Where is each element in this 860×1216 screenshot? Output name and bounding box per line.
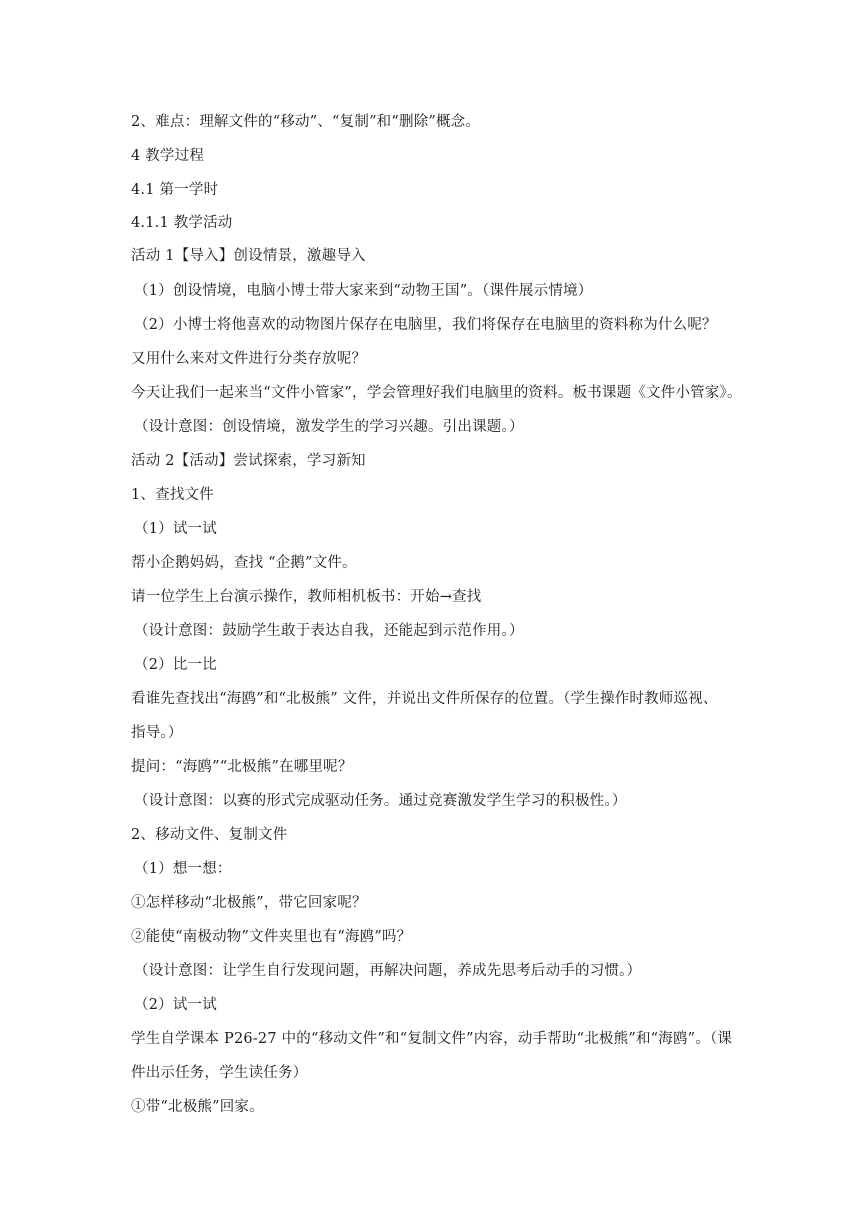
paragraph-line: 又用什么来对文件进行分类存放呢？ — [131, 351, 367, 367]
substep-heading: （2）试一试 — [134, 997, 217, 1013]
design-intent-note: （设计意图：以赛的形式完成驱动任务。通过竞赛激发学生学习的积极性。） — [134, 793, 627, 809]
subsection-heading-teaching-activities: 4.1.1 教学活动 — [131, 215, 233, 231]
paragraph-line: 今天让我们一起来当“文件小管家”，学会管理好我们电脑里的资料。板书课题《文件小管家》。 — [131, 385, 742, 401]
activity-2-heading: 活动 2【活动】尝试探索，学习新知 — [131, 453, 366, 469]
paragraph-line: 件出示任务，学生读任务） — [131, 1065, 308, 1081]
subsection-heading-first-lesson: 4.1 第一学时 — [131, 182, 219, 198]
paragraph-line: 请一位学生上台演示操作，教师相机板书：开始→查找 — [131, 589, 482, 605]
step-heading-find-file: 1、查找文件 — [131, 487, 214, 503]
paragraph-line: 学生自学课本 P26-27 中的“移动文件”和“复制文件”内容，动手帮助“北极熊”和“海鸥”。（课 — [131, 1031, 733, 1047]
paragraph-line: （1）创设情境，电脑小博士带大家来到“动物王国”。（课件展示情境） — [134, 283, 593, 299]
list-item: ①怎样移动“北极熊”，带它回家呢？ — [131, 895, 367, 911]
substep-heading: （2）比一比 — [134, 657, 217, 673]
paragraph-line: 帮小企鹅妈妈，查找 “企鹅”文件。 — [131, 555, 357, 571]
list-item: ②能使“南极动物”文件夹里也有“海鸥”吗？ — [131, 929, 412, 945]
activity-1-heading: 活动 1【导入】创设情景，激趣导入 — [131, 248, 366, 264]
list-item: ①带“北极熊”回家。 — [131, 1099, 264, 1115]
step-heading-move-copy: 2、移动文件、复制文件 — [131, 827, 288, 843]
paragraph-line: 提问：“海鸥”“北极熊”在哪里呢？ — [131, 759, 353, 775]
paragraph-line: 指导。） — [131, 725, 183, 741]
substep-heading: （1）想一想： — [134, 861, 232, 877]
section-heading-teaching-process: 4 教学过程 — [131, 148, 205, 164]
design-intent-note: （设计意图：让学生自行发现问题，再解决问题，养成先思考后动手的习惯。） — [134, 963, 642, 979]
paragraph-line: （2）小博士将他喜欢的动物图片保存在电脑里，我们将保存在电脑里的资料称为什么呢？ — [134, 317, 717, 333]
paragraph-line: 看谁先查找出“海鸥”和“北极熊” 文件，并说出文件所保存的位置。（学生操作时教师巡视、 — [131, 691, 718, 707]
substep-heading: （1）试一试 — [134, 521, 217, 537]
design-intent-note: （设计意图：鼓励学生敢于表达自我，还能起到示范作用。） — [134, 623, 524, 639]
design-intent-note: （设计意图：创设情境，激发学生的学习兴趣。引出课题。） — [134, 419, 524, 435]
difficulty-point: 2、难点：理解文件的“移动”、“复制”和“删除”概念。 — [131, 114, 481, 130]
